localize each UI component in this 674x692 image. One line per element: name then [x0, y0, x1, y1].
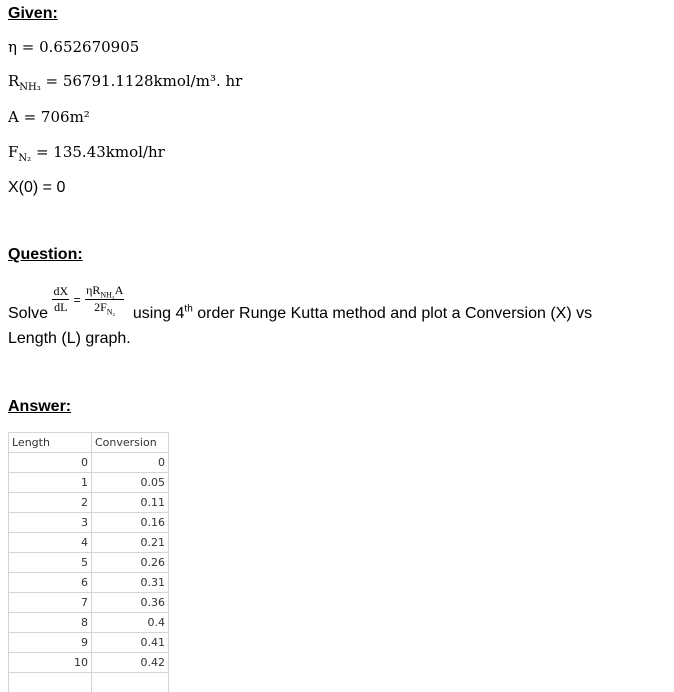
table-row: [9, 453, 169, 473]
results-table: [8, 432, 169, 692]
table-row: [9, 633, 169, 653]
length-cell: 2: [9, 493, 92, 513]
lhs-fraction: $\frac{dX}{dL}$: [52, 284, 69, 315]
initial-condition: X(0) = 0: [8, 179, 65, 197]
length-cell: 0: [9, 453, 92, 473]
column-header-length: Length: [9, 433, 92, 453]
table-row: [9, 533, 169, 553]
length-cell: 9: [9, 633, 92, 653]
length-cell: 1: [9, 473, 92, 493]
conversion-cell: 0.42: [92, 653, 169, 673]
length-cell: 4: [9, 533, 92, 553]
length-cell: 8: [9, 613, 92, 633]
conversion-cell: 0.4: [92, 613, 169, 633]
flow-value: $F_{N_2}$ = 135.43kmol/hr: [8, 143, 165, 164]
table-row: [9, 593, 169, 613]
question-heading: Question:: [8, 246, 83, 264]
conversion-cell: 0.36: [92, 593, 169, 613]
conversion-cell: 0.21: [92, 533, 169, 553]
conversion-cell: 0: [92, 453, 169, 473]
question-text: Solve $\frac{dX}{dL}$ = $\frac{\eta R_{NH_3}A}{2F_{N_2}}$ using 4th order Runge Kutta method and plot a Conversion (X) vs: [8, 283, 592, 323]
length-cell: 5: [9, 553, 92, 573]
length-cell: 3: [9, 513, 92, 533]
table-row: [9, 553, 169, 573]
eta-value: η = 0.652670905: [8, 38, 139, 56]
table-row: [9, 513, 169, 533]
length-cell: 7: [9, 593, 92, 613]
table-row: [9, 493, 169, 513]
table-row: [9, 613, 169, 633]
conversion-cell: 0.16: [92, 513, 169, 533]
conversion-cell: 0.31: [92, 573, 169, 593]
area-value: A = 706m²: [8, 108, 90, 126]
table-row: [9, 653, 169, 673]
rhs-fraction: $\frac{\eta R_{NH_3}A}{2F_{N_2}}$: [85, 283, 124, 317]
answer-heading: Answer:: [8, 398, 71, 416]
given-heading: Given:: [8, 5, 58, 23]
column-header-conversion: Conversion: [92, 433, 169, 453]
length-cell: 10: [9, 653, 92, 673]
length-cell: 6: [9, 573, 92, 593]
conversion-cell: 0.05: [92, 473, 169, 493]
table-row: [9, 473, 169, 493]
rate-value: $R_{NH_3}$ = 56791.1128kmol/m³. hr: [8, 72, 242, 93]
conversion-cell: 0.26: [92, 553, 169, 573]
empty-row: [9, 673, 169, 692]
table-row: [9, 573, 169, 593]
question-text-line2: Length (L) graph.: [8, 330, 131, 348]
conversion-cell: 0.41: [92, 633, 169, 653]
conversion-cell: 0.11: [92, 493, 169, 513]
